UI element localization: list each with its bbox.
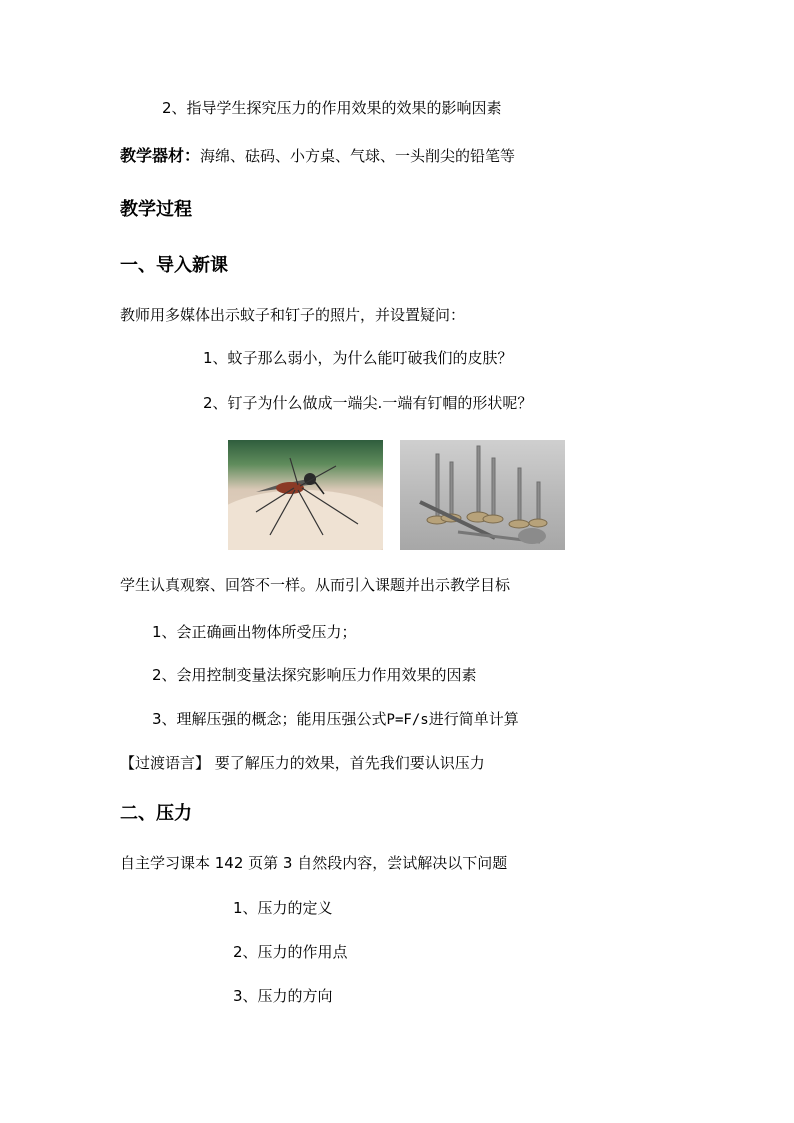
question-item-3: 3、压力的方向 [233,987,333,1005]
observe-text: 学生认真观察、回答不一样。从而引入课题并出示教学目标 [120,576,511,594]
process-heading: 教学过程 [120,199,192,220]
self-study-text: 自主学习课本 142 页第 3 自然段内容，尝试解决以下问题 [120,854,508,872]
nails-image [400,440,565,550]
question-2: 2、钉子为什么做成一端尖.一端有钉帽的形状呢？ [203,394,533,412]
pressure-formula: P=F/s [386,712,429,728]
learning-objective-1: 1、会正确画出物体所受压力； [152,623,357,641]
section-1-heading: 一、导入新课 [120,255,228,276]
question-item-2: 2、压力的作用点 [233,943,348,961]
mosquito-image [228,440,383,550]
transition-note: 【过渡语言】 要了解压力的效果，首先我们要认识压力 [120,754,485,772]
equipment-items: 海绵、砝码、小方桌、气球、一头削尖的铅笔等 [200,147,516,165]
nails-photo [400,440,565,550]
question-1: 1、蚊子那么弱小，为什么能叮破我们的皮肤？ [203,349,513,367]
mosquito-photo [228,440,383,550]
learning-objective-2: 2、会用控制变量法探究影响压力作用效果的因素 [152,666,477,684]
objective-2: 2、指导学生探究压力的作用效果的效果的影响因素 [162,99,502,117]
objective-3-tail: 进行简单计算 [428,710,519,728]
question-item-1: 1、压力的定义 [233,899,333,917]
intro-text: 教师用多媒体出示蚊子和钉子的照片，并设置疑问： [120,306,466,324]
equipment-line [120,146,515,166]
section-2-heading: 二、压力 [120,803,192,824]
equipment-label: 教学器材： [120,146,201,165]
learning-objective-3 [152,709,519,730]
objective-3-text: 3、理解压强的概念；能用压强公式 [152,710,387,728]
